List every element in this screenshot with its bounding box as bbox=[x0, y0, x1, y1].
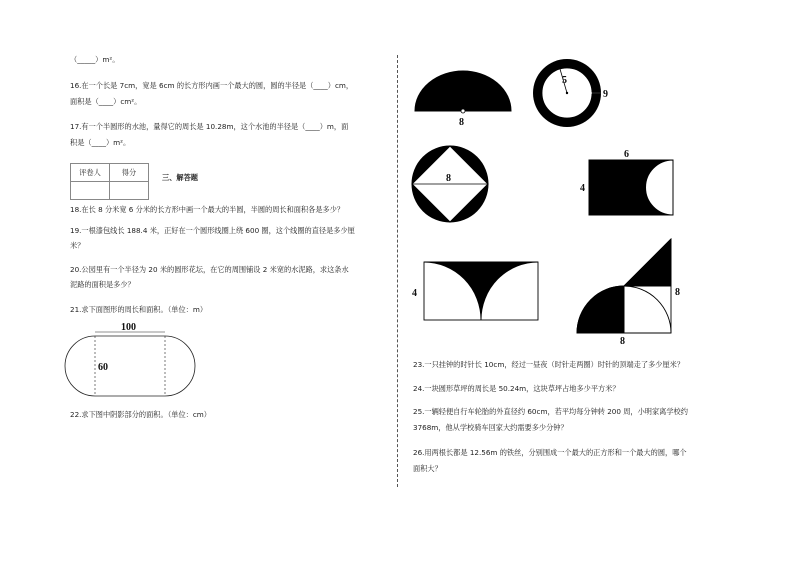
question-16-line2: 面积是（____）cm²。 bbox=[70, 97, 142, 106]
stadium-figure bbox=[70, 322, 210, 402]
question-25-line1: 25.一辆轻便自行车轮胎的外直径约 60cm，若平均每分钟转 200 周，小明家离学校约 bbox=[413, 407, 688, 416]
score-cell-grader bbox=[71, 182, 110, 200]
center-point bbox=[461, 109, 465, 113]
question-19-line1: 19.一根漆包线长 188.4 米，正好在一个圆形线圈上绕 600 圈，这个线圈的直径是多少厘 bbox=[70, 226, 355, 235]
ring-outer-label: 9 bbox=[603, 89, 608, 100]
score-cell-score bbox=[110, 182, 149, 200]
score-header-score: 得分 bbox=[110, 164, 149, 182]
question-25-line2: 3768m，他从学校骑车回家大约需要多少分钟？ bbox=[413, 423, 568, 432]
shaded-semicircle bbox=[415, 71, 511, 111]
question-26-line1: 26.用两根长都是 12.56m 的铁丝，分别围成一个最大的正方形和一个最大的圆，哪个 bbox=[413, 448, 687, 457]
question-24: 24.一块圆形草坪的周长是 50.24m，这块草坪占地多少平方米？ bbox=[413, 384, 620, 393]
semicircle-figure bbox=[413, 65, 513, 127]
question-26-line2: 面积大？ bbox=[413, 464, 442, 473]
score-header-grader: 评卷人 bbox=[71, 164, 110, 182]
score-table bbox=[70, 163, 149, 200]
question-20-line1: 20.公园里有一个半径为 20 米的圆形花坛，在它的周围铺设 2 米宽的水泥路，求这条水 bbox=[70, 265, 349, 274]
question-19-line2: 米？ bbox=[70, 241, 85, 250]
circle-square-label: 8 bbox=[446, 173, 451, 184]
rect-arcs-height-label: 4 bbox=[412, 288, 417, 299]
stadium-right-arc bbox=[165, 336, 195, 396]
triangle-base-label: 8 bbox=[620, 336, 625, 347]
question-16-line1: 16.在一个长是 7cm，宽是 6cm 的长方形内画一个最大的圆，圆的半径是（____）cm， bbox=[70, 81, 354, 90]
question-20-line2: 泥路的面积是多少？ bbox=[70, 280, 135, 289]
stadium-top-label: 100 bbox=[121, 322, 136, 333]
section-title: 三、解答题 bbox=[162, 173, 198, 182]
rect-arcs-figure bbox=[410, 260, 540, 326]
ring-center bbox=[566, 92, 568, 94]
question-22: 22.求下图中阴影部分的面积。（单位：cm） bbox=[70, 410, 211, 419]
triangle-side-label: 8 bbox=[675, 287, 680, 298]
circle-square-figure bbox=[410, 144, 490, 224]
rect-width-label: 6 bbox=[624, 149, 629, 160]
ring-figure bbox=[530, 58, 620, 130]
question-17-line1: 17.有一个半圆形的水池，量得它的周长是 10.28m，这个水池的半径是（____）m，面 bbox=[70, 122, 349, 131]
stadium-left-arc bbox=[65, 336, 95, 396]
stadium-side-label: 60 bbox=[98, 362, 108, 373]
q15-tail: （_____）m²。 bbox=[70, 55, 120, 64]
question-18: 18.在长 8 分米宽 6 分米的长方形中画一个最大的半圆，半圆的周长和面积各是多少？ bbox=[70, 205, 345, 214]
triangle-semicircle-figure bbox=[575, 235, 685, 345]
question-17-line2: 积是（____）m²。 bbox=[70, 138, 131, 147]
semicircle-diameter-label: 8 bbox=[459, 117, 464, 128]
question-23: 23.一只挂钟的时针长 10cm，经过一昼夜（时针走两圈）时针的顶端走了多少厘米？ bbox=[413, 360, 685, 369]
rect-height-label: 4 bbox=[580, 183, 585, 194]
ring-inner-label: 5 bbox=[562, 75, 567, 86]
question-21: 21.求下面图形的周长和面积。（单位：m） bbox=[70, 305, 208, 314]
rect-semicircle-figure bbox=[578, 148, 678, 218]
column-divider bbox=[397, 55, 398, 487]
